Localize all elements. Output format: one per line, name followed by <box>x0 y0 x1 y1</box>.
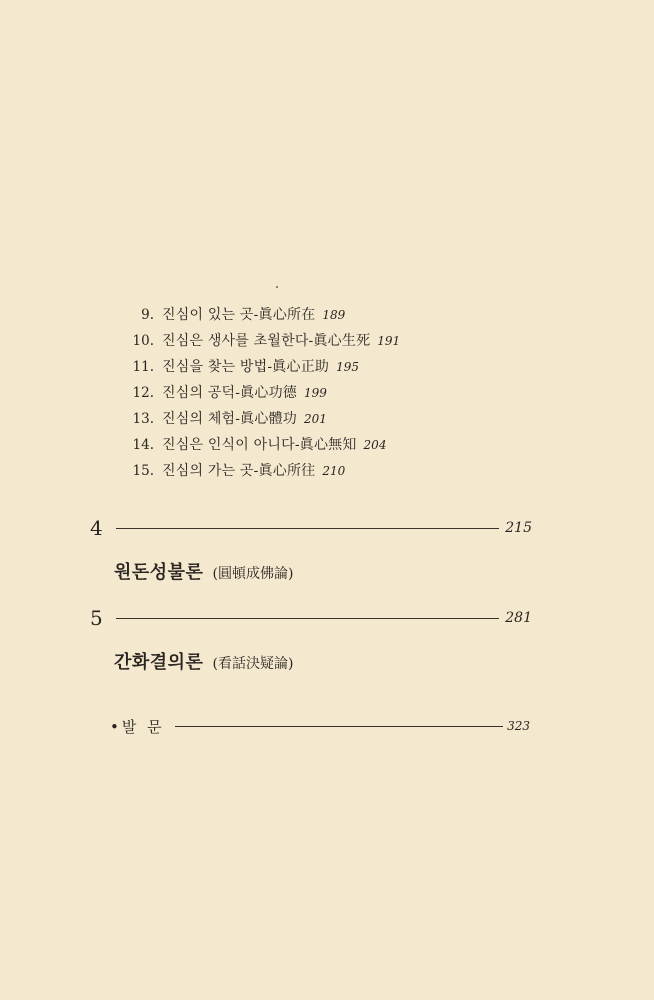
toc-entry[interactable] <box>118 380 400 406</box>
leader-rule <box>116 528 499 529</box>
entry-number: 15. <box>132 463 154 479</box>
section-4[interactable] <box>90 516 532 584</box>
section-5[interactable] <box>90 606 532 674</box>
chapter-list <box>118 302 400 484</box>
toc-entry[interactable] <box>118 458 400 484</box>
section-title-korean: 원돈성불론 <box>114 562 204 583</box>
entry-title: 진심을 찾는 방법-眞心正助 <box>162 359 330 375</box>
entry-page: 204 <box>363 438 387 452</box>
section-title-hanja: (圓頓成佛論) <box>212 566 294 582</box>
entry-page: 199 <box>304 386 327 400</box>
postface-page: 323 <box>507 719 530 733</box>
leader-rule <box>116 618 499 619</box>
entry-title: 진심은 인식이 아니다-眞心無知 <box>162 437 357 453</box>
entry-page: 210 <box>322 464 346 478</box>
section-title-korean: 간화결의론 <box>114 652 204 673</box>
entry-title: 진심은 생사를 초월한다-眞心生死 <box>162 333 371 349</box>
entry-page: 195 <box>336 360 360 374</box>
section-header <box>90 516 532 540</box>
section-title-hanja: (看話決疑論) <box>212 656 294 672</box>
entry-page: 201 <box>304 412 327 426</box>
section-title <box>114 648 532 674</box>
entry-number: 14. <box>132 437 154 453</box>
postface-label: •발 문 <box>110 717 165 736</box>
entry-number: 13. <box>132 411 154 427</box>
section-page: 215 <box>505 520 532 536</box>
section-page: 281 <box>505 610 532 626</box>
section-header <box>90 606 532 630</box>
paper-speck <box>276 286 278 288</box>
entry-title: 진심의 공덕-眞心功德 <box>162 385 298 401</box>
toc-entry[interactable] <box>118 302 400 328</box>
entry-title: 진심의 가는 곳-眞心所往 <box>162 463 316 479</box>
entry-title: 진심이 있는 곳-眞心所在 <box>162 307 316 323</box>
section-title <box>114 558 532 584</box>
entry-number: 9. <box>141 307 154 323</box>
entry-page: 189 <box>322 308 346 322</box>
toc-entry[interactable] <box>118 354 400 380</box>
toc-entry[interactable] <box>118 328 400 354</box>
entry-title: 진심의 체험-眞心體功 <box>162 411 298 427</box>
entry-number: 11. <box>132 359 154 375</box>
toc-entry[interactable] <box>118 406 400 432</box>
entry-number: 10. <box>132 333 154 349</box>
section-number: 4 <box>90 516 103 540</box>
section-number: 5 <box>90 606 103 630</box>
entry-page: 191 <box>377 334 401 348</box>
toc-entry[interactable] <box>118 432 400 458</box>
entry-number: 12. <box>132 385 154 401</box>
postface-entry[interactable] <box>110 714 530 738</box>
leader-rule <box>175 726 503 727</box>
